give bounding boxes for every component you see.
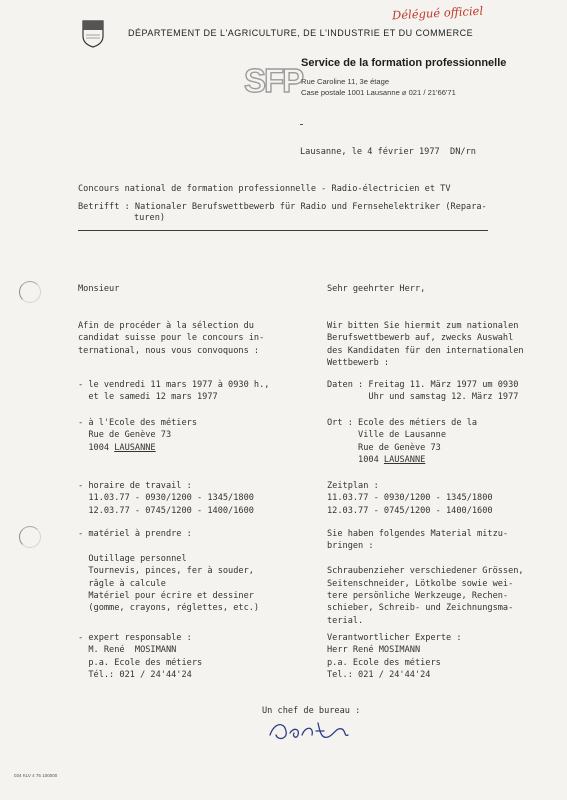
subject-de-line-1: Betrifft : Nationaler Berufswettbewerb für Radio und Fernsehelektriker (Repara- (78, 202, 487, 212)
department-heading: DÉPARTEMENT DE L'AGRICULTURE, DE L'INDUSTRIE ET DU COMMERCE (128, 28, 474, 38)
fold-mark (300, 124, 303, 125)
hours-fr: - horaire de travail : 11.03.77 - 0930/1200 - 1345/1800 12.03.77 - 0745/1200 - 1400/1600 (78, 481, 254, 516)
date-de: Daten : Freitag 11. März 1977 um 0930 Uhr und samstag 12. März 1977 (327, 380, 519, 403)
salutation-fr: Monsieur (78, 284, 120, 294)
salutation-de: Sehr geehrter Herr, (327, 284, 426, 294)
signature (264, 713, 354, 747)
material-fr: - matériel à prendre : Outillage personnel Tournevis, pinces, fer à souder, râgle à calcule Matériel pour écrire et dessiner (gomme, crayons, réglettes, etc.) (78, 529, 260, 614)
place-city-de: LAUSANNE (383, 455, 426, 466)
hours-de: Zeitplan : 11.03.77 - 0930/1200 - 1345/1800 12.03.77 - 0745/1200 - 1400/1600 (327, 481, 493, 516)
punch-hole (19, 281, 41, 303)
print-code: 034 KLV 4 75 100000 (14, 773, 58, 778)
expert-fr: - expert responsable : M. René MOSIMANN p.a. Ecole des métiers Tél.: 021 / 24'44'24 (78, 633, 203, 681)
place-fr: - à l'Ecole des métiers Rue de Genève 73 1004 LAUSANNE (78, 418, 197, 453)
intro-de: Wir bitten Sie hiermit zum nationalen Berufswettbewerb auf, zwecks Auswahl des Kandidaten für den internationalen Wettbewerb : (327, 321, 524, 369)
intro-fr: Afin de procéder à la sélection du candidat suisse pour le concours in- ternational, nous vous convoquons : (78, 321, 265, 356)
date-line: Lausanne, le 4 février 1977 DN/rn (300, 147, 476, 157)
place-de: Ort : Ecole des métiers de la Ville de Lausanne Rue de Genève 73 1004 LAUSANNE (327, 418, 478, 466)
place-city-fr: LAUSANNE (114, 442, 156, 453)
handwritten-note: Délégué officiel (391, 3, 484, 23)
subject-fr: Concours national de formation professionnelle - Radio-électricien et TV (78, 184, 451, 194)
punch-hole (19, 526, 41, 548)
address-line-1: Rue Caroline 11, 3e étage (301, 77, 390, 86)
svg-text:SFP: SFP (244, 62, 303, 99)
subject-de-line-2: turen) (134, 213, 166, 223)
sfp-logo (243, 60, 303, 99)
signatory-title: Un chef de bureau : (262, 706, 361, 716)
address-line-2: Case postale 1001 Lausanne ⌀ 021 / 21'66'71 (301, 88, 456, 97)
canton-crest-icon (82, 20, 104, 48)
divider (78, 230, 488, 231)
expert-de: Verantwortlicher Experte : Herr René MOSIMANN p.a. Ecole des métiers Tel.: 021 / 24'44'24 (327, 633, 462, 681)
service-name: Service de la formation professionnelle (301, 57, 507, 69)
date-fr: - le vendredi 11 mars 1977 à 0930 h., et le samedi 12 mars 1977 (78, 380, 270, 403)
material-de: Sie haben folgendes Material mitzu- bringen : Schraubenzieher verschiedener Grössen, Seitenschneider, Lötkolbe sowie wei- tere persönliche Werkzeuge, Rechen- schieber, Schreib- und Zeichnungsma- terial. (327, 529, 524, 626)
